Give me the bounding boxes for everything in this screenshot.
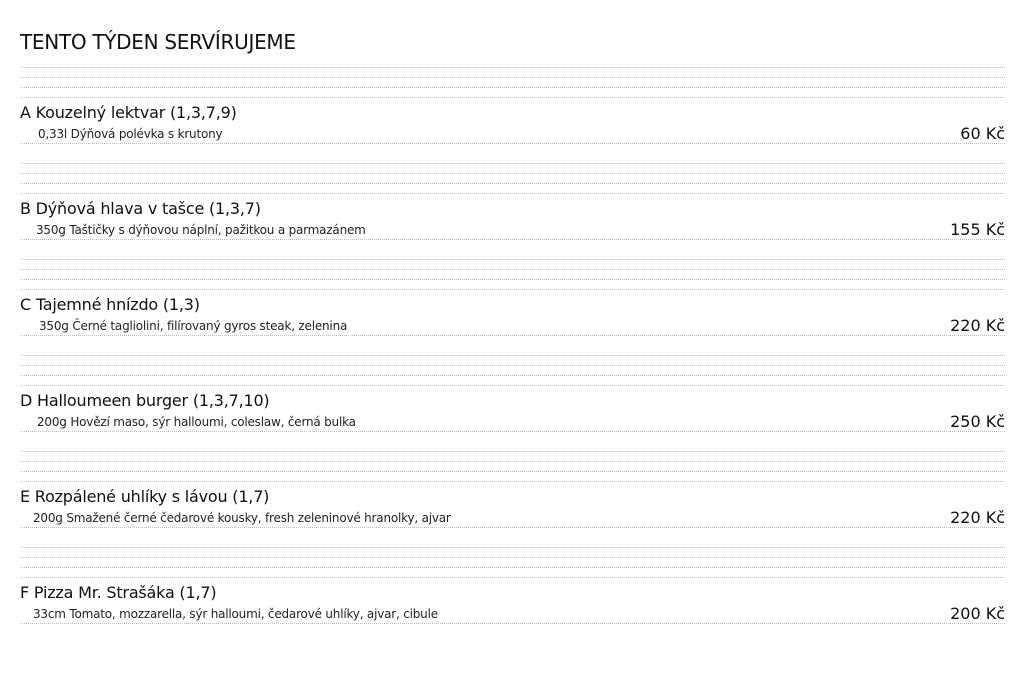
menu-item-name: F Pizza Mr. Strašáka (1,7) <box>20 583 217 602</box>
menu-item-name: E Rozpálené uhlíky s lávou (1,7) <box>20 487 270 506</box>
dotted-rule <box>20 365 1005 366</box>
dotted-rule <box>20 77 1005 78</box>
dotted-rule <box>20 577 1005 578</box>
menu-title: TENTO TÝDEN SERVÍRUJEME <box>20 30 296 54</box>
menu-item-name: C Tajemné hnízdo (1,3) <box>20 295 200 314</box>
menu-item-name: D Halloumeen burger (1,3,7,10) <box>20 391 270 410</box>
dotted-rule <box>20 87 1005 88</box>
menu-page <box>20 0 1005 685</box>
dotted-rule <box>20 67 1005 68</box>
dotted-rule <box>20 471 1005 472</box>
menu-item-price: 155 Kč <box>950 220 1005 239</box>
dotted-rule <box>20 193 1005 194</box>
dotted-rule <box>20 355 1005 356</box>
menu-item-price: 220 Kč <box>950 316 1005 335</box>
menu-item-description: 0,33l Dýňová polévka s krutony <box>38 127 223 141</box>
dotted-rule <box>20 451 1005 452</box>
menu-item-price: 200 Kč <box>950 604 1005 623</box>
dotted-rule <box>20 375 1005 376</box>
dotted-rule <box>20 239 1005 240</box>
dotted-rule <box>20 461 1005 462</box>
menu-item-description: 33cm Tomato, mozzarella, sýr halloumi, čedarové uhlíky, ajvar, cibule <box>33 607 438 621</box>
menu-item-description: 200g Smažené černé čedarové kousky, fresh zeleninové hranolky, ajvar <box>33 511 451 525</box>
dotted-rule <box>20 143 1005 144</box>
dotted-rule <box>20 385 1005 386</box>
dotted-rule <box>20 289 1005 290</box>
menu-item-price: 250 Kč <box>950 412 1005 431</box>
dotted-rule <box>20 481 1005 482</box>
dotted-rule <box>20 259 1005 260</box>
menu-item-description: 350g Taštičky s dýňovou náplní, pažitkou a parmazánem <box>36 223 366 237</box>
dotted-rule <box>20 335 1005 336</box>
dotted-rule <box>20 431 1005 432</box>
dotted-rule <box>20 173 1005 174</box>
dotted-rule <box>20 183 1005 184</box>
menu-item-description: 350g Černé tagliolini, filírovaný gyros steak, zelenina <box>39 319 348 333</box>
menu-item-price: 220 Kč <box>950 508 1005 527</box>
menu-item-name: B Dýňová hlava v tašce (1,3,7) <box>20 199 261 218</box>
dotted-rule <box>20 97 1005 98</box>
menu-item-price: 60 Kč <box>960 124 1005 143</box>
dotted-rule <box>20 557 1005 558</box>
dotted-rule <box>20 269 1005 270</box>
dotted-rule <box>20 527 1005 528</box>
dotted-rule <box>20 547 1005 548</box>
menu-item-name: A Kouzelný lektvar (1,3,7,9) <box>20 103 237 122</box>
dotted-rule <box>20 279 1005 280</box>
dotted-rule <box>20 567 1005 568</box>
dotted-rule <box>20 163 1005 164</box>
dotted-rule <box>20 623 1005 624</box>
menu-item-description: 200g Hovězí maso, sýr halloumi, coleslaw, černá bulka <box>37 415 356 429</box>
